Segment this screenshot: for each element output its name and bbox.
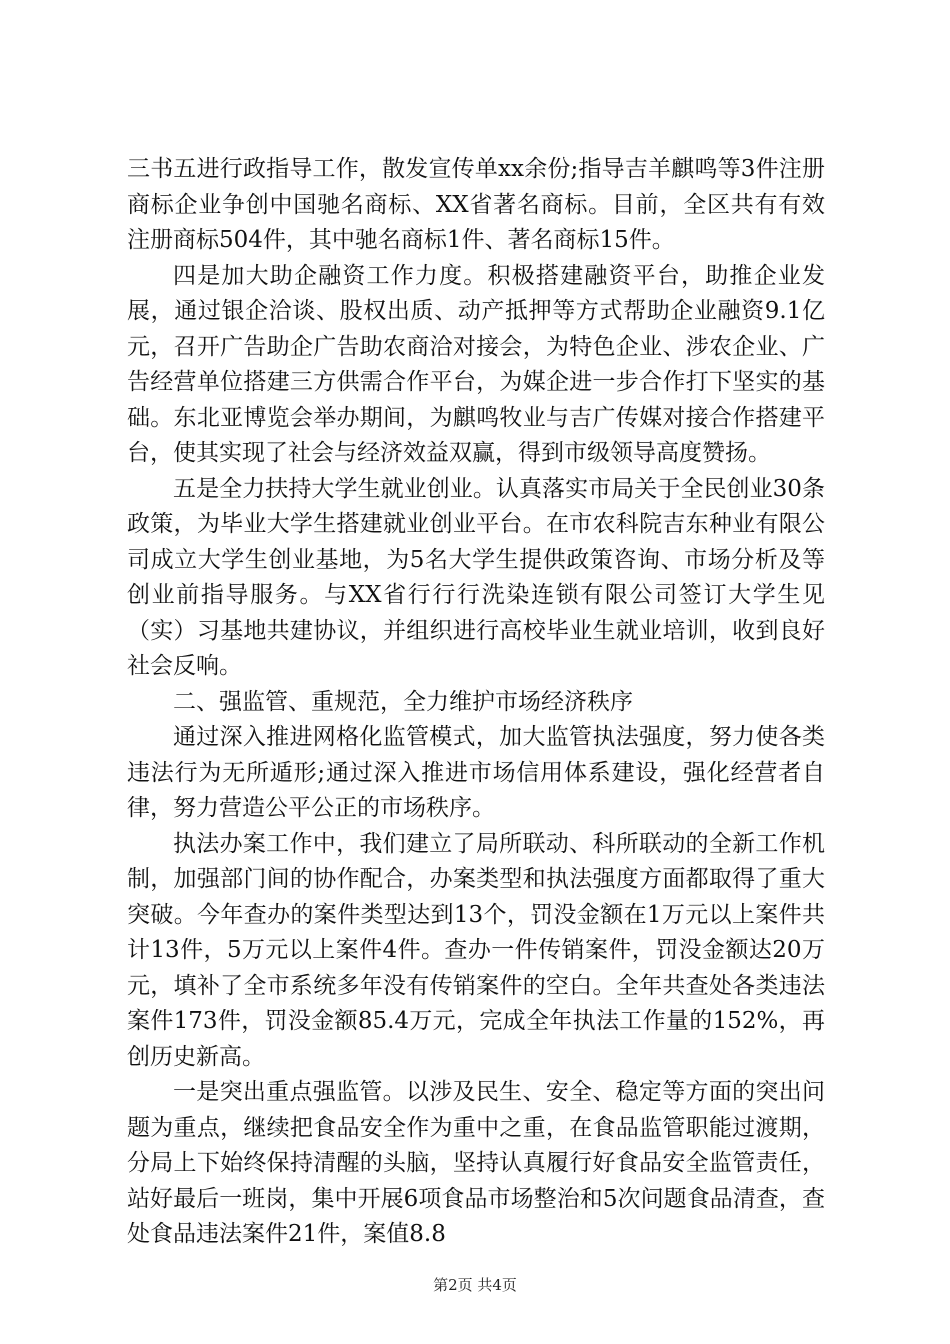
document-body — [127, 152, 825, 1253]
paragraph-continued: 三书五进行政指导工作，散发宣传单xx余份;指导吉羊麒鸣等3件注册商标企业争创中国驰名商标、XX省著名商标。目前，全区共有有效注册商标504件，其中驰名商标1件、著名商标15件。 — [127, 156, 825, 253]
paragraph-food-safety: 一是突出重点强监管。以涉及民生、安全、稳定等方面的突出问题为重点，继续把食品安全作为重中之重，在食品监管职能过渡期，分局上下始终保持清醒的头脑，坚持认真履行好食品安全监管责任，站好最后一班岗，集中开展6项食品市场整治和5次问题食品清查，查处食品违法案件21件，案值8.8 — [127, 1079, 825, 1247]
paragraph-law-enforcement: 执法办案工作中，我们建立了局所联动、科所联动的全新工作机制，加强部门间的协作配合，办案类型和执法强度方面都取得了重大突破。今年查办的案件类型达到13个，罚没金额在1万元以上案件共计13件，5万元以上案件4件。查办一件传销案件，罚没金额达20万元，填补了全市系统多年没有传销案件的空白。全年共查处各类违法案件173件，罚没金额85.4万元，完成全年执法工作量的152%，再创历史新高。 — [127, 830, 825, 1070]
paragraph-grid-supervision: 通过深入推进网格化监管模式，加大监管执法强度，努力使各类违法行为无所遁形;通过深入推进市场信用体系建设，强化经营者自律，努力营造公平公正的市场秩序。 — [127, 724, 825, 821]
section-heading-2: 二、强监管、重规范，全力维护市场经济秩序 — [173, 688, 633, 715]
paragraph-graduate-employment: 五是全力扶持大学生就业创业。认真落实市局关于全民创业30条政策，为毕业大学生搭建就业创业平台。在市农科院吉东种业有限公司成立大学生创业基地，为5名大学生提供政策咨询、市场分析及等创业前指导服务。与XX省行行行洗染连锁有限公司签订大学生见（实）习基地共建协议，并组织进行高校毕业生就业培训，收到良好社会反响。 — [127, 475, 825, 679]
paragraph-financing: 四是加大助企融资工作力度。积极搭建融资平台，助推企业发展，通过银企洽谈、股权出质、动产抵押等方式帮助企业融资9.1亿元，召开广告助企广告助农商洽对接会，为特色企业、涉农企业、广告经营单位搭建三方供需合作平台，为媒企进一步合作打下坚实的基础。东北亚博览会举办期间，为麒鸣牧业与吉广传媒对接合作搭建平台，使其实现了社会与经济效益双赢，得到市级领导高度赞扬。 — [127, 262, 825, 466]
page-number-footer: 第2页 共4页 — [433, 1276, 517, 1294]
